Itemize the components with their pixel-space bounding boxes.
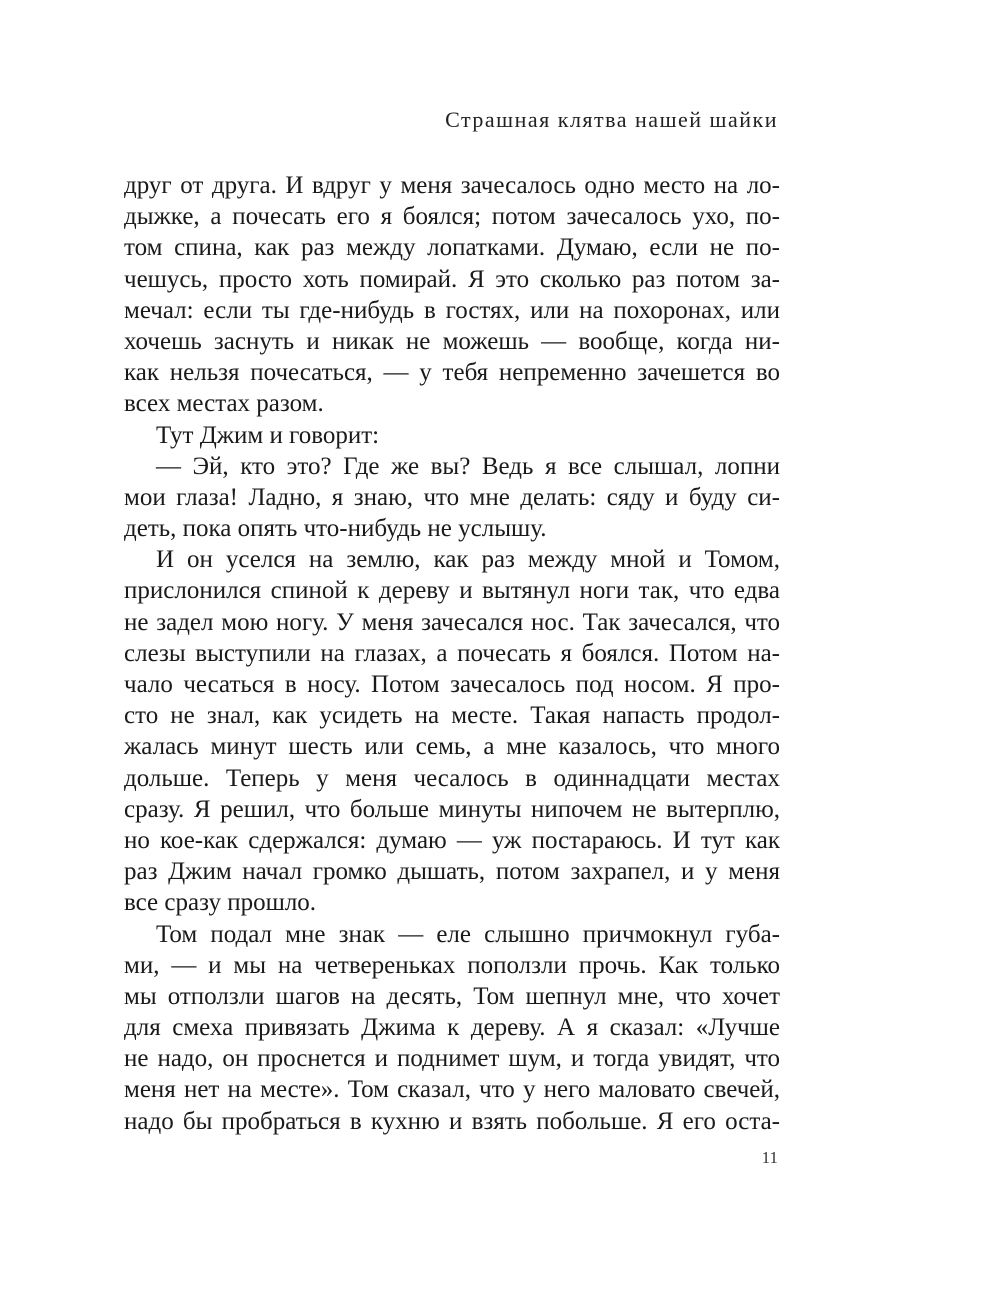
text-line: ми, — и мы на четвереньках поползли прочь. Как только — [124, 951, 780, 979]
text-line: но кое-как сдержался: думаю — уж постараюсь. И тут как — [124, 826, 780, 854]
text-line: Том подал мне знак — еле слышно причмокнул губа- — [156, 920, 780, 948]
text-line: всех местах разом. — [124, 390, 324, 418]
text-line: для смеха привязать Джима к дереву. А я сказал: «Лучше — [124, 1014, 780, 1042]
text-line: мы отползли шагов на десять, Том шепнул мне, что хочет — [124, 982, 780, 1010]
text-line: — Эй, кто это? Где же вы? Ведь я все слышал, лопни — [156, 452, 780, 480]
text-line: хочешь заснуть и никак не можешь — вообще, когда ни- — [124, 327, 780, 355]
text-line: сто не знал, как усидеть на месте. Такая напасть продол- — [124, 702, 780, 730]
text-line: деть, пока опять что-нибудь не услышу. — [124, 515, 547, 543]
text-line: мои глаза! Ладно, я знаю, что мне делать: сяду и буду си- — [124, 483, 780, 511]
text-line: чешусь, просто хоть помирай. Я это сколько раз потом за- — [124, 265, 780, 293]
text-line: друг от друга. И вдруг у меня зачесалось одно место на ло- — [124, 172, 780, 199]
text-line: дольше. Теперь у меня чесалось в одиннадцати местах — [124, 764, 780, 792]
text-line: чало чесаться в носу. Потом зачесалось под носом. Я про- — [124, 671, 780, 698]
text-line: том спина, как раз между лопатками. Думаю, если не по- — [124, 234, 780, 262]
text-line: слезы выступили на глазах, а почесать я боялся. Потом на- — [124, 639, 780, 667]
body-text — [124, 170, 780, 1137]
text-line: жалась минут шесть или семь, а мне казалось, что много — [124, 733, 780, 761]
text-line: сразу. Я решил, что больше минуты нипочем не вытерплю, — [124, 795, 780, 823]
text-line: меня нет на месте». Том сказал, что у него маловато свечей, — [124, 1076, 780, 1104]
text-line: как нельзя почесаться, — у тебя непременно зачешется во — [124, 359, 780, 387]
text-line: мечал: если ты где-нибудь в гостях, или на похоронах, или — [124, 296, 780, 324]
text-line: все сразу прошло. — [124, 889, 317, 917]
text-line: дыжке, а почесать его я боялся; потом зачесалось ухо, по- — [124, 203, 780, 231]
running-head: Страшная клятва нашей шайки — [445, 107, 778, 132]
text-line: не надо, он проснется и поднимет шум, и тогда увидят, что — [124, 1045, 780, 1073]
text-line: Тут Джим и говорит: — [156, 421, 380, 449]
text-line: прислонился спиной к дереву и вытянул ноги так, что едва — [124, 577, 780, 605]
text-line: не задел мою ногу. У меня зачесался нос. Так зачесался, что — [124, 608, 780, 636]
page-number: 11 — [761, 1148, 778, 1167]
text-line: надо бы пробраться в кухню и взять побольше. Я его оста- — [124, 1107, 780, 1135]
text-line: раз Джим начал громко дышать, потом захрапел, и у меня — [124, 858, 780, 886]
text-line: И он уселся на землю, как раз между мной и Томом, — [156, 546, 780, 574]
